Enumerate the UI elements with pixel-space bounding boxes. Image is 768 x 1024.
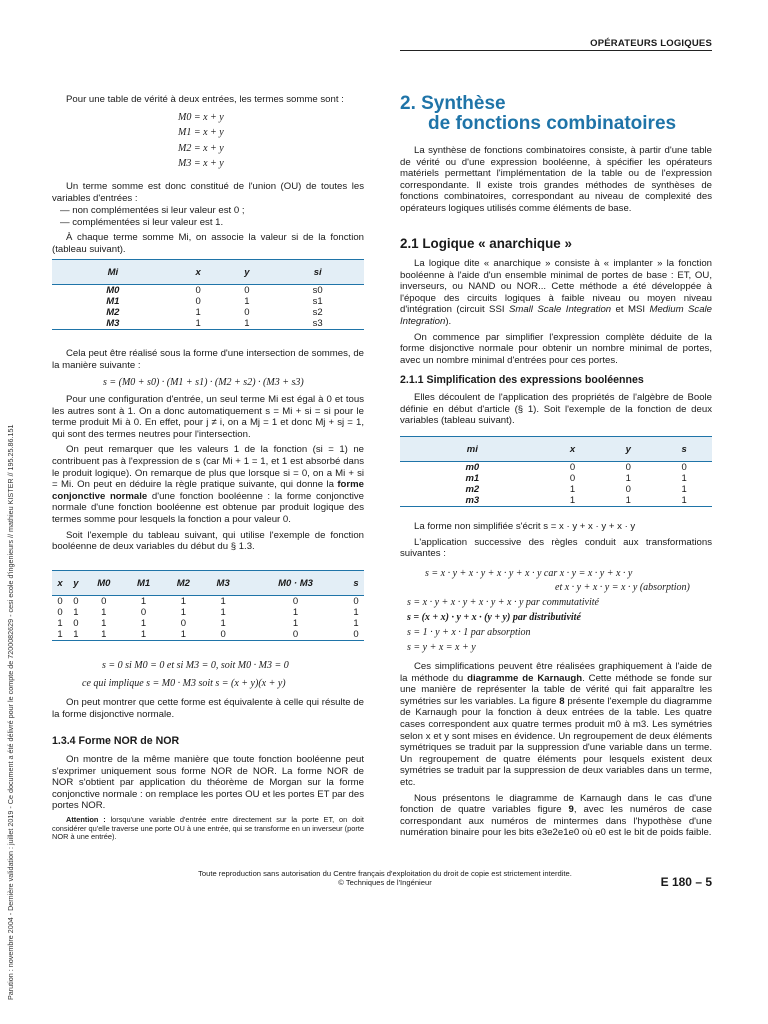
table2-cell: 1 xyxy=(220,596,226,607)
right-p4-block xyxy=(400,392,712,431)
table2-cell: 0 xyxy=(101,596,107,607)
left-p6a: On peut remarquer que les valeurs 1 de la fonction (si = 1) ne contribuent pas à l'expression de s (car Mi + 1 = 1, et 1 est absorbé dans le produit logique). On remarque de plus que lorsque si = 0, on a Mi + si = Mi. On peut en déduire la règle pratique suivante, qui donne la xyxy=(52,444,364,491)
table3-cell: 1 xyxy=(569,495,576,506)
table1-cell: M2 xyxy=(106,307,120,318)
right-p4: Elles découlent de l'application des propriétés de l'algèbre de Boole définie en début d'article (§ 1). Soit l'exemple de la fonction de deux variables (tableau suivant). xyxy=(400,392,712,427)
table2-header: M0 · M3 xyxy=(243,571,348,596)
table2-header: y xyxy=(68,571,84,596)
table1-header-x: x xyxy=(174,260,223,285)
transform-4: s = (x + x) · y + x · (y + y) par distributivité xyxy=(407,612,581,623)
truth-table-conjunctive xyxy=(52,570,364,641)
table2-row xyxy=(52,596,364,608)
left-p6c: d'une fonction booléenne : la forme conjonctive normale d'une fonction booléenne est obtenue par produit logique des termes somme pour lesquels la fonction a pour valeur 0. xyxy=(52,490,365,525)
table2-row xyxy=(52,629,364,641)
table1-cell: 1 xyxy=(244,296,250,307)
table2-cell: 0 xyxy=(353,596,359,607)
table3-cell: 1 xyxy=(681,484,687,495)
table3-row xyxy=(400,473,712,484)
right-p6: L'application successive des règles conduit aux transformations suivantes : xyxy=(400,536,712,560)
table2-cell: 1 xyxy=(180,607,186,618)
table3-cell: 1 xyxy=(569,484,576,495)
table2-cell: 0 xyxy=(73,618,79,629)
right-block2 xyxy=(400,258,712,370)
table1-cell: s3 xyxy=(312,318,323,329)
left-p1: Pour une table de vérité à deux entrées, les termes somme sont : xyxy=(66,94,344,105)
table2-cell: 1 xyxy=(353,607,359,618)
publisher-line: © Techniques de l'Ingénieur xyxy=(338,878,432,887)
table2-cell: 0 xyxy=(57,607,63,618)
table3-cell: 0 xyxy=(569,462,576,473)
table1-header-mi: Mi xyxy=(52,260,174,285)
table1-cell: 1 xyxy=(195,318,201,329)
table2-cell: 1 xyxy=(220,618,226,629)
left-p9: On montre de la même manière que toute fonction booléenne peut s'exprimer uniquement sous forme NOR de NOR. La forme NOR de NOR s'obtient par application du théorème de Morgan sur la forme conjonctive normale : on remplace les portes OU et les portes ET par des portes NOR. xyxy=(52,754,364,812)
eq-m0: M0 = x + y xyxy=(178,112,224,123)
table2-cell: 1 xyxy=(180,629,186,640)
right-p7d: 8 xyxy=(559,695,565,707)
table2-cell: 0 xyxy=(140,607,147,618)
left-p7: Soit l'exemple du tableau suivant, qui utilise l'exemple de fonction booléenne de deux variables du début du § 1.3. xyxy=(52,529,364,553)
table3-row xyxy=(400,484,712,495)
table2-cell: 1 xyxy=(57,629,63,640)
note-label: Attention : xyxy=(66,814,106,824)
table1-cell: 1 xyxy=(244,318,250,329)
heading-1-3-4: 1.3.4 Forme NOR de NOR xyxy=(52,735,180,747)
table2-cell: 0 xyxy=(180,618,186,629)
right-p7 xyxy=(400,661,712,789)
table2-cell: 1 xyxy=(101,618,107,629)
table3-cell: 0 xyxy=(569,473,576,484)
eq-m3: M3 = x + y xyxy=(178,158,224,169)
left-bullet1: — non complémentées si leur valeur est 0 ; xyxy=(60,205,245,217)
page-number: E 180 – 5 xyxy=(660,875,712,889)
left-block3 xyxy=(52,394,364,557)
table2-cell: 0 xyxy=(57,596,63,607)
left-intro xyxy=(52,94,364,110)
right-p1: La synthèse de fonctions combinatoires consiste, à partir d'une table de vérité ou d'une expression booléenne, à spécifier les opérateurs matériels permettant l'implémentation de la table ou de l'expression correspondante. Il existe trois grandes méthodes de synthèses de fonctions combinatoires, correspondant au niveau de complexité des opérateurs logiques utilisés comme éléments de base. xyxy=(400,145,712,214)
table3-cell: 0 xyxy=(625,484,631,495)
eq-s-product: s = (M0 + s0) · (M1 + s1) · (M2 + s2) · (M3 + s3) xyxy=(103,377,304,388)
sidebar-watermark: Parution : novembre 2004 - Dernière validation : juillet 2019 - Ce document a été délivré pour le compte de 7200082629 - cesi ecole d'ingenieurs // mathieu KISTER // 195.25.86.151 xyxy=(6,424,15,1000)
header-rule xyxy=(400,50,712,51)
left-bullet2: — complémentées si leur valeur est 1. xyxy=(60,216,224,228)
right-p3: On commence par simplifier l'expression complète déduite de la forme disjonctive normale pour obtenir un nombre minimal de portes, avec un nombre minimal d'entrées pour ces portes. xyxy=(400,331,712,366)
section-2-title-line2: de fonctions combinatoires xyxy=(428,113,677,134)
table3-header-x: x xyxy=(545,437,601,462)
table1-row xyxy=(52,285,364,297)
right-p2e: ). xyxy=(445,315,452,327)
truth-table-minterms xyxy=(400,436,712,507)
copyright-line: Toute reproduction sans autorisation du Centre français d'exploitation du droit de copie est strictement interdite. xyxy=(198,869,572,878)
table2-cell: 1 xyxy=(140,618,147,629)
table2-cell: 1 xyxy=(140,629,147,640)
right-p8 xyxy=(400,793,712,839)
table2-header: s xyxy=(348,571,364,596)
table2-cell: 1 xyxy=(57,618,63,629)
right-p2c: et MSI xyxy=(611,304,650,316)
table2-row xyxy=(52,618,364,629)
right-p7c: . Cette méthode se fonde sur une manière de représenter la table de vérité qui fait apparaître les symétries sur les variables. La figure xyxy=(400,672,712,707)
left-block2 xyxy=(52,181,364,260)
right-p7a: Ces simplifications peuvent être réalisées graphiquement à l'aide de la méthode du xyxy=(400,661,712,684)
table1-row xyxy=(52,318,364,330)
right-p1-block xyxy=(400,145,712,219)
table1-cell: M0 xyxy=(106,285,120,296)
right-block6 xyxy=(400,661,712,843)
table3-cell: 0 xyxy=(625,462,631,473)
eq-m1: M1 = x + y xyxy=(178,127,224,138)
transform-1: s = x · y + x · y + x · y + x · y car x · y = x · y + x · y xyxy=(425,568,633,579)
eq-s-implies: ce qui implique s = M0 · M3 soit s = (x + y)(x + y) xyxy=(82,678,286,689)
table3-cell: m1 xyxy=(465,473,480,484)
table2-header: M1 xyxy=(124,571,164,596)
table1-row xyxy=(52,307,364,318)
right-p8a: Nous présentons le diagramme de Karnaugh dans le cas d'une fonction de quatre variables figure xyxy=(400,792,712,816)
table1-cell: M1 xyxy=(106,296,120,307)
transform-3: s = x · y + x · y + x · y + x · y par commutativité xyxy=(407,597,599,608)
heading-2-1-1: 2.1.1 Simplification des expressions booléennes xyxy=(400,374,644,386)
left-note xyxy=(52,816,364,842)
left-p5: Pour une configuration d'entrée, un seul terme Mi est égal à 0 et tous les autres sont à 1. On a donc automatiquement s = Mi + si = si pour le terme produit Mi à 0. En effet, pour j ≠ i, on a Mj = 1 et donc Mj + sj = 1, qui sont des termes neutres pour l'intersection. xyxy=(52,394,364,440)
left-p6 xyxy=(52,444,364,525)
table2-cell: 1 xyxy=(292,607,299,618)
table2-cell: 0 xyxy=(73,596,79,607)
truth-table-sum-terms xyxy=(52,259,364,330)
right-p2 xyxy=(400,258,712,328)
table2-cell: 0 xyxy=(292,596,299,607)
table3-cell: m3 xyxy=(465,495,480,506)
table3-row xyxy=(400,495,712,507)
table1-cell: s2 xyxy=(312,307,323,318)
table2-header: M3 xyxy=(203,571,243,596)
table3-cell: m0 xyxy=(465,462,480,473)
table1-cell: s0 xyxy=(312,285,323,296)
table3-header-mi: mi xyxy=(400,437,545,462)
table2-header: x xyxy=(52,571,68,596)
table1-cell: 1 xyxy=(195,307,201,318)
table1-cell: 0 xyxy=(195,296,201,307)
table1-cell: 0 xyxy=(244,307,250,318)
table2-cell: 1 xyxy=(220,607,226,618)
table1-cell: 0 xyxy=(244,285,250,296)
section-2-title-line1: 2. Synthèse xyxy=(400,93,506,114)
left-block4 xyxy=(52,754,364,846)
table2-row xyxy=(52,607,364,618)
left-p8-block xyxy=(52,697,364,724)
table3-header-s: s xyxy=(656,437,712,462)
copyright-footer xyxy=(160,869,610,887)
right-p7e: présente l'exemple du diagramme de Karnaugh pour la fonction à deux entrées de la table. Les quatre cases correspondent aux quatre termes produit m0 à m3. Les symétries selon x et y sont mises en évidence. Un regroupement de deux éléments symétriques se traduit par la suppression d'une variable dans un terme. Un regroupement de quatre éléments pour lesquels existent deux symétries se traduit par la suppression de deux variables dans un terme, etc. xyxy=(400,695,712,788)
right-p8b: 9 xyxy=(568,804,574,816)
table2-cell: 1 xyxy=(140,596,147,607)
transform-5: s = 1 · y + x · 1 par absorption xyxy=(407,627,531,638)
table1-cell: M3 xyxy=(106,318,120,329)
table1-row xyxy=(52,296,364,307)
table2-cell: 1 xyxy=(101,629,107,640)
table1-header-y: y xyxy=(223,260,272,285)
table2-cell: 1 xyxy=(73,607,79,618)
right-block5 xyxy=(400,521,712,564)
table3-cell: m2 xyxy=(465,484,480,495)
left-p6b: forme conjonctive normale xyxy=(52,479,364,502)
table2-cell: 1 xyxy=(101,607,107,618)
table3-row xyxy=(400,462,712,474)
table3-cell: 1 xyxy=(625,495,631,506)
eq-s-zero: s = 0 si M0 = 0 et si M3 = 0, soit M0 · M3 = 0 xyxy=(102,660,289,671)
table2-header: M2 xyxy=(163,571,203,596)
table1-header-si: si xyxy=(271,260,364,285)
note-text: lorsqu'une variable d'entrée entre directement sur la porte ET, on doit considérer qu'elle traverse une porte OU à une entrée, qui se transforme en un inverseur (porte NOR à une entrée). xyxy=(52,814,364,842)
table3-cell: 1 xyxy=(681,495,687,506)
right-p8c: , avec les numéros de case correspondant aux numéros de mintermes dans l'hypothèse d'une numération binaire pour les bits e3e2e1e0 où e0 est le bit de poids faible. xyxy=(400,804,712,839)
running-header: OPÉRATEURS LOGIQUES xyxy=(590,38,712,49)
table2-cell: 1 xyxy=(292,618,299,629)
left-p3: À chaque terme somme Mi, on associe la valeur si de la fonction (tableau suivant). xyxy=(52,232,364,255)
table2-cell: 1 xyxy=(73,629,79,640)
table2-cell: 1 xyxy=(180,596,186,607)
table1-cell: s1 xyxy=(312,296,323,307)
right-p5: La forme non simplifiée s'écrit s = x · y + x · y + x · y xyxy=(414,521,636,532)
left-p8: On peut montrer que cette forme est équivalente à celle qui résulte de la forme disjonctive normale. xyxy=(52,697,364,720)
transform-6: s = y + x = x + y xyxy=(407,642,476,653)
eq-m2: M2 = x + y xyxy=(178,143,224,154)
table1-cell: 0 xyxy=(195,285,201,296)
right-p2b: Small Scale Integration xyxy=(508,304,612,316)
table3-cell: 1 xyxy=(625,473,631,484)
heading-2-1: 2.1 Logique « anarchique » xyxy=(400,236,572,251)
left-p4: Cela peut être réalisé sous la forme d'une intersection de sommes, de la manière suivante : xyxy=(52,348,364,371)
right-p2a: La logique dite « anarchique » consiste à « implanter » la fonction booléenne à l'aide d'un ensemble minimal de portes de base : ET, OU, inverseurs, ou NAND ou NOR... Cette méthode a été développée à l'époque des circuits logiques à faible niveau ou moyen niveau d'intégration (circuit SSI xyxy=(400,258,712,316)
table2-header: M0 xyxy=(84,571,124,596)
right-p2d: Medium Scale Integration xyxy=(400,304,712,327)
table2-cell: 0 xyxy=(292,629,299,640)
table2-cell: 1 xyxy=(353,618,359,629)
transform-2: et x · y + x · y = x · y (absorption) xyxy=(555,582,690,593)
table2-cell: 0 xyxy=(220,629,226,640)
left-p4-block xyxy=(52,348,364,375)
table3-header-y: y xyxy=(600,437,656,462)
table2-cell: 0 xyxy=(353,629,359,640)
left-p2: Un terme somme est donc constitué de l'union (OU) de toutes les variables d'entrées : xyxy=(52,181,364,204)
right-p7b: diagramme de Karnaugh xyxy=(467,672,583,684)
table3-cell: 0 xyxy=(681,462,687,473)
table3-cell: 1 xyxy=(681,473,687,484)
